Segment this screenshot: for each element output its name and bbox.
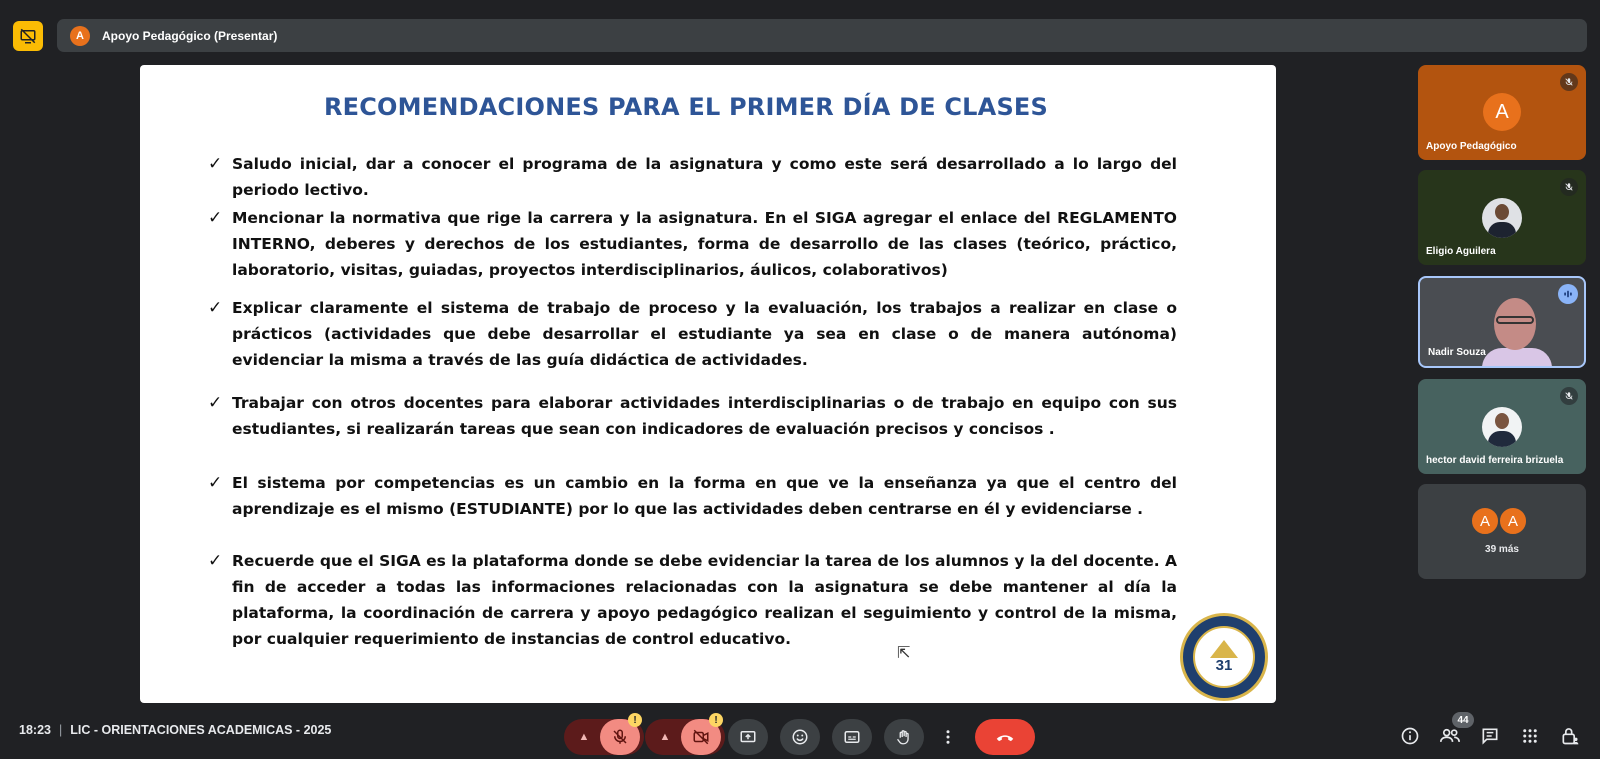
avatar: A bbox=[1483, 93, 1521, 131]
participant-name: Apoyo Pedagógico bbox=[1426, 141, 1517, 152]
camera-control[interactable] bbox=[645, 714, 725, 755]
participant-name: Nadir Souza bbox=[1428, 347, 1486, 358]
presenter-label: Apoyo Pedagógico (Presentar) bbox=[102, 28, 278, 43]
check-icon: ✓ bbox=[208, 298, 223, 317]
avatar: A bbox=[1470, 506, 1500, 536]
bullet-text: Trabajar con otros docentes para elaborar actividades interdisciplinarias o de trabajo en equipo con sus estudiantes, si realizarán tareas que sean con indicadores de evaluación precisos y concisos . bbox=[232, 394, 1177, 438]
video-options-chevron-icon[interactable]: ▲ bbox=[659, 731, 671, 743]
participant-video bbox=[1480, 290, 1550, 368]
participant-name: Eligio Aguilera bbox=[1426, 246, 1496, 257]
people-icon bbox=[1439, 726, 1461, 746]
camera-off-icon bbox=[692, 728, 710, 746]
emoji-reaction-button[interactable] bbox=[780, 719, 820, 755]
slide-title: RECOMENDACIONES PARA EL PRIMER DÍA DE CLASES bbox=[323, 93, 1049, 121]
host-controls-button[interactable] bbox=[1558, 724, 1582, 748]
speaking-indicator-icon bbox=[1558, 284, 1578, 304]
warning-badge: ! bbox=[709, 713, 723, 727]
meeting-title: LIC - ORIENTACIONES ACADEMICAS - 2025 bbox=[70, 723, 332, 737]
leave-call-button[interactable] bbox=[975, 719, 1035, 755]
check-icon: ✓ bbox=[208, 393, 223, 412]
separator: | bbox=[58, 723, 63, 737]
captions-icon bbox=[843, 728, 861, 746]
slide-bullet bbox=[208, 151, 1208, 203]
raise-hand-icon bbox=[895, 728, 913, 746]
meeting-details bbox=[19, 723, 331, 737]
mic-off-icon bbox=[611, 728, 629, 746]
chat-icon bbox=[1480, 726, 1500, 746]
mic-off-icon bbox=[1560, 178, 1578, 196]
people-count-badge: 44 bbox=[1452, 712, 1474, 728]
participant-name: hector david ferreira brizuela bbox=[1426, 455, 1564, 466]
slide-bullet bbox=[208, 205, 1208, 283]
lock-person-icon bbox=[1560, 726, 1580, 746]
slide-bullet bbox=[208, 390, 1208, 442]
seal-number: 31 bbox=[1215, 657, 1233, 674]
hangup-icon bbox=[994, 726, 1016, 748]
check-icon: ✓ bbox=[208, 473, 223, 492]
participant-tile[interactable] bbox=[1418, 65, 1586, 160]
captions-button[interactable] bbox=[832, 719, 872, 755]
microphone-control[interactable] bbox=[564, 714, 644, 755]
warning-badge: ! bbox=[628, 713, 642, 727]
avatar bbox=[1482, 198, 1522, 238]
presenter-avatar: A bbox=[70, 26, 90, 46]
more-participants-label: 39 más bbox=[1485, 544, 1519, 555]
participant-tile-speaking[interactable] bbox=[1418, 276, 1586, 368]
raise-hand-button[interactable] bbox=[884, 719, 924, 755]
avatar bbox=[1482, 407, 1522, 447]
bullet-text: Mencionar la normativa que rige la carrera y la asignatura. En el SIGA agregar el enlace del REGLAMENTO INTERNO, deberes y derechos de los estudiantes, forma de desarrollo de las clases (teórico, práctico, laboratorio, visitas, guiadas, proyectos interdisciplinarios, áulicos, colaborativos) bbox=[232, 209, 1177, 279]
present-off-button[interactable] bbox=[13, 21, 43, 51]
slide-bullet bbox=[208, 295, 1208, 373]
mouse-cursor-icon: ⇱ bbox=[897, 645, 911, 662]
bullet-text: Recuerde que el SIGA es la plataforma donde se debe evidenciar la tarea de los alumnos y la del docente. A fin de acceder a todas las informaciones relacionadas con la asignatura se debe mantener al día la plataforma, la coordinación de carrera y apoyo pedagógico realizan el seguimiento y control de la misma, por cualquier requerimiento de instancias de control educativo. bbox=[232, 552, 1177, 648]
more-vert-icon bbox=[945, 728, 951, 746]
chat-button[interactable] bbox=[1478, 724, 1502, 748]
apps-icon bbox=[1521, 727, 1539, 745]
people-button[interactable] bbox=[1438, 724, 1462, 748]
mic-off-icon bbox=[1560, 73, 1578, 91]
present-screen-icon bbox=[739, 728, 757, 746]
slide-bullet bbox=[208, 548, 1208, 652]
clock-time: 18:23 bbox=[19, 723, 51, 737]
slide-bullet bbox=[208, 470, 1208, 522]
participant-tile[interactable] bbox=[1418, 170, 1586, 265]
university-seal-logo bbox=[1180, 613, 1268, 701]
bullet-text: Explicar claramente el sistema de trabajo de proceso y la evaluación, los trabajos a realizar en clase o prácticos (actividades que debe desarrollar el estudiante ya sea en clase o de manera autónoma) evidenciar la misma a través de las guía didáctica de actividades. bbox=[232, 299, 1177, 369]
participant-tile[interactable] bbox=[1418, 379, 1586, 474]
avatar: A bbox=[1498, 506, 1528, 536]
mic-off-icon bbox=[1560, 387, 1578, 405]
presenter-banner[interactable] bbox=[57, 19, 1587, 52]
bullet-text: El sistema por competencias es un cambio en la forma en que ve la enseñanza ya que el centro del aprendizaje es el mismo (ESTUDIANTE) por lo que las actividades deben centrarse en él y evidenciarse . bbox=[232, 474, 1177, 518]
bottom-control-bar bbox=[0, 712, 1600, 759]
audio-options-chevron-icon[interactable]: ▲ bbox=[578, 731, 590, 743]
check-icon: ✓ bbox=[208, 154, 223, 173]
bullet-text: Saludo inicial, dar a conocer el programa de la asignatura y como este será desarrollado a lo largo del periodo lectivo. bbox=[232, 155, 1177, 199]
present-off-icon bbox=[19, 27, 37, 45]
check-icon: ✓ bbox=[208, 551, 223, 570]
activities-button[interactable] bbox=[1518, 724, 1542, 748]
present-screen-button[interactable] bbox=[728, 719, 768, 755]
more-participants-tile[interactable] bbox=[1418, 484, 1586, 579]
shared-slide bbox=[140, 65, 1276, 703]
meeting-info-button[interactable] bbox=[1398, 724, 1422, 748]
top-bar bbox=[0, 0, 1600, 56]
check-icon: ✓ bbox=[208, 208, 223, 227]
info-icon bbox=[1400, 726, 1420, 746]
emoji-icon bbox=[791, 728, 809, 746]
more-options-button[interactable] bbox=[936, 719, 960, 755]
